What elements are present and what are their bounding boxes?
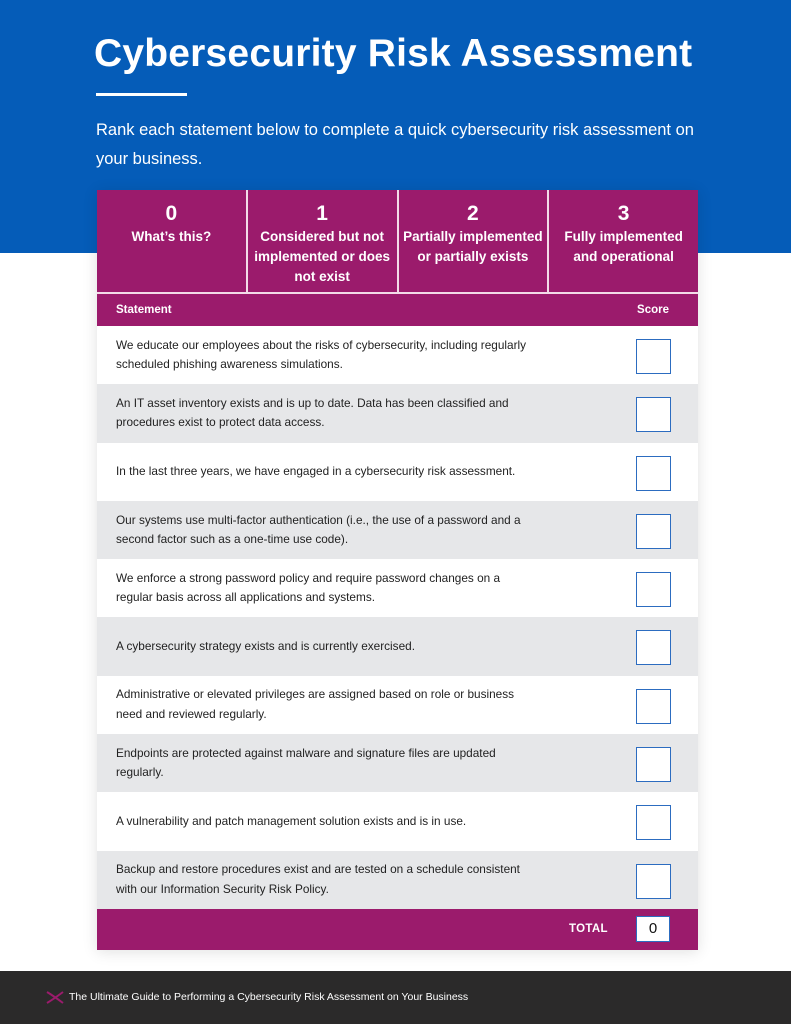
legend-score: 3 [617,202,630,225]
table-row [97,501,698,559]
legend-label: Considered but not implemented or does not exist [254,229,391,284]
statement-text: Endpoints are protected against malware and signature files are updated regularly. [116,745,496,780]
statement-text: Our systems use multi-factor authentication (i.e., the use of a password and a second factor such as a one-time use code). [116,512,521,547]
legend-item-2 [397,190,548,292]
table-row [97,617,698,675]
legend-item-1 [246,190,397,292]
score-input[interactable] [636,630,671,665]
table-row [97,734,698,792]
legend-score: 0 [165,202,178,225]
title-underline [96,93,187,96]
legend-score: 2 [467,202,479,225]
score-input[interactable] [636,572,671,607]
score-input[interactable] [636,747,671,782]
table-row [97,792,698,850]
score-input[interactable] [636,339,671,374]
statement-text: A cybersecurity strategy exists and is currently exercised. [116,638,415,653]
table-row [97,384,698,442]
table-row [97,443,698,501]
score-input[interactable] [636,805,671,840]
statement-text: We educate our employees about the risks of cybersecurity, including regularly scheduled phishing awareness simulations. [116,337,527,372]
statement-column-header: Statement [116,304,172,316]
score-input[interactable] [636,514,671,549]
footer-title: The Ultimate Guide to Performing a Cybersecurity Risk Assessment on Your Business [69,991,469,1003]
legend-label: Partially implemented or partially exists [403,229,543,264]
legend-label: What’s this? [131,229,212,244]
legend-label: Fully implemented and operational [564,229,683,264]
statement-text: We enforce a strong password policy and require password changes on a regular basis across all applications and systems. [116,570,501,605]
score-input[interactable] [636,456,671,491]
legend-item-0 [97,190,246,292]
page-title: Cybersecurity Risk Assessment [94,32,693,75]
score-input[interactable] [636,397,671,432]
total-score-field[interactable]: 0 [636,916,670,942]
footer-bar [0,971,791,1024]
table-row [97,676,698,734]
intro-text: Rank each statement below to complete a quick cybersecurity risk assessment on your business. [96,121,694,168]
legend-item-3 [547,190,698,292]
table-row [97,851,698,909]
statement-text: An IT asset inventory exists and is up to date. Data has been classified and procedures exist to protect data access. [116,395,509,430]
statement-text: In the last three years, we have engaged in a cybersecurity risk assessment. [116,463,516,478]
table-row [97,559,698,617]
statement-text: Backup and restore procedures exist and are tested on a schedule consistent with our Information Security Risk Policy. [116,862,520,896]
score-legend [97,190,698,292]
column-header-row [97,292,698,326]
score-input[interactable] [636,689,671,724]
score-input[interactable] [636,864,671,899]
total-row [97,909,698,950]
score-column-header: Score [637,304,669,316]
statement-text: Administrative or elevated privileges are assigned based on role or business need and reviewed regularly. [116,687,515,721]
total-label: TOTAL [569,923,608,936]
assessment-table [97,190,698,950]
legend-score: 1 [316,202,328,225]
statement-text: A vulnerability and patch management solution exists and is in use. [116,813,467,828]
x-brand-icon [46,991,64,1004]
table-row [97,326,698,384]
